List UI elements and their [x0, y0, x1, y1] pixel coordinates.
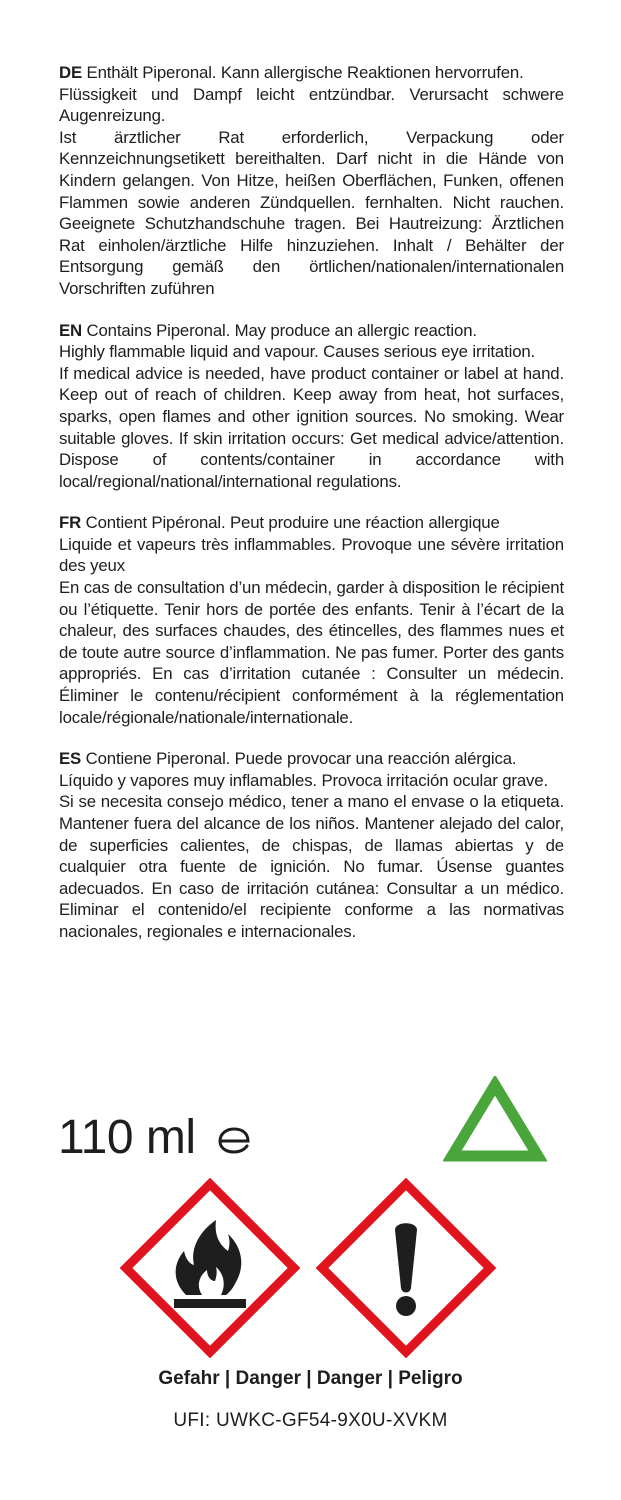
block-fr: [59, 512, 564, 728]
block-fr-line-3: En cas de consultation d’un médecin, garder à disposition le récipient ou l’étiquette. Tenir hors de portée des enfants. Tenir à l’écart de la chaleur, des surfaces chaudes, des étincelles, des flammes nues et de toute autre source d’inflammation. Ne pas fumer. Porter des gants appropriés. En cas d’irritation cutanée : Consulter un médecin. Éliminer le contenu/récipient conformément à la réglementation locale/régionale/nationale/internationale.: [59, 578, 564, 727]
block-fr-line-1: [59, 512, 564, 534]
estimated-sign-icon: [216, 1110, 252, 1170]
block-en: [59, 320, 564, 493]
ghs07-exclamation-icon: [322, 1184, 490, 1352]
volume-text: 110 ml: [58, 1111, 196, 1164]
block-es: [59, 748, 564, 942]
block-es-line-3: Si se necesita consejo médico, tener a mano el envase o la etiqueta. Mantener fuera del alcance de los niños. Mantener alejado del calor, de superficies calientes, de chispas, de llamas abiertas y de cualquier otra fuente de ignición. No fumar. Úsense guantes adecuados. En caso de irritación cutánea: Consultar a un médico. Eliminar el contenido/el recipiente conforme a las normativas nacionales, regionales e internacionales.: [59, 792, 564, 941]
hazard-statement: Contiene Piperonal. Puede provocar una reacción alérgica.: [85, 749, 517, 769]
ghs-pictograms: [120, 1178, 500, 1363]
language-code: EN: [59, 320, 83, 340]
block-es-line-1: [59, 748, 564, 770]
ghs02-flame-icon: [126, 1184, 294, 1352]
hazard-statement: Contains Piperonal. May produce an allergic reaction.: [86, 320, 477, 340]
ufi-code: UFI: UWKC-GF54-9X0U-XVKM: [173, 1410, 448, 1431]
block-fr-line-2: Liquide et vapeurs très inflammables. Provoque une sévère irritation des yeux: [59, 534, 564, 576]
hazard-statement: Enthält Piperonal. Kann allergische Reaktionen hervorrufen.: [86, 63, 524, 82]
hazard-text-blocks: [59, 62, 564, 963]
block-de-line-1: [59, 62, 564, 84]
hazard-statement: Contient Pipéronal. Peut produire une réaction allergique: [85, 513, 500, 533]
recycling-triangle-icon: [443, 1076, 547, 1169]
block-en-line-1: [59, 320, 564, 342]
net-volume: [58, 1108, 252, 1170]
language-code: DE: [59, 63, 83, 82]
signal-words: Gefahr | Danger | Danger | Peligro: [158, 1368, 463, 1389]
block-es-line-2: Líquido y vapores muy inflamables. Provoca irritación ocular grave.: [59, 770, 548, 790]
block-en-line-2: Highly flammable liquid and vapour. Causes serious eye irritation.: [59, 342, 536, 362]
language-code: FR: [59, 513, 82, 533]
block-en-line-3: If medical advice is needed, have product container or label at hand. Keep out of reach of children. Keep away from heat, hot surfaces, sparks, open flames and other ignition sources. No smoking. Wear suitable gloves. If skin irritation occurs: Get medical advice/attention. Dispose of contents/container in accordance with local/regional/national/international regulations.: [59, 363, 564, 491]
language-code: ES: [59, 749, 82, 769]
block-de: [59, 62, 564, 300]
block-de-line-3: Ist ärztlicher Rat erforderlich, Verpackung oder Kennzeichnungsetikett bereithalten. Darf nicht in die Hände von Kindern gelangen. Von Hitze, heißen Oberflächen, Funken, offenen Flammen sowie anderen Zündquellen. fernhalten. Nicht rauchen. Geeignete Schutzhandschuhe tragen. Bei Hautreizung: Ärztlichen Rat einholen/ärztliche Hilfe hinzuziehen. Inhalt / Behälter der Entsorgung gemäß den örtlichen/nationalen/internationalen Vorschriften zuführen: [59, 127, 564, 298]
block-de-line-2: Flüssigkeit und Dampf leicht entzündbar. Verursacht schwere Augenreizung.: [59, 84, 564, 126]
